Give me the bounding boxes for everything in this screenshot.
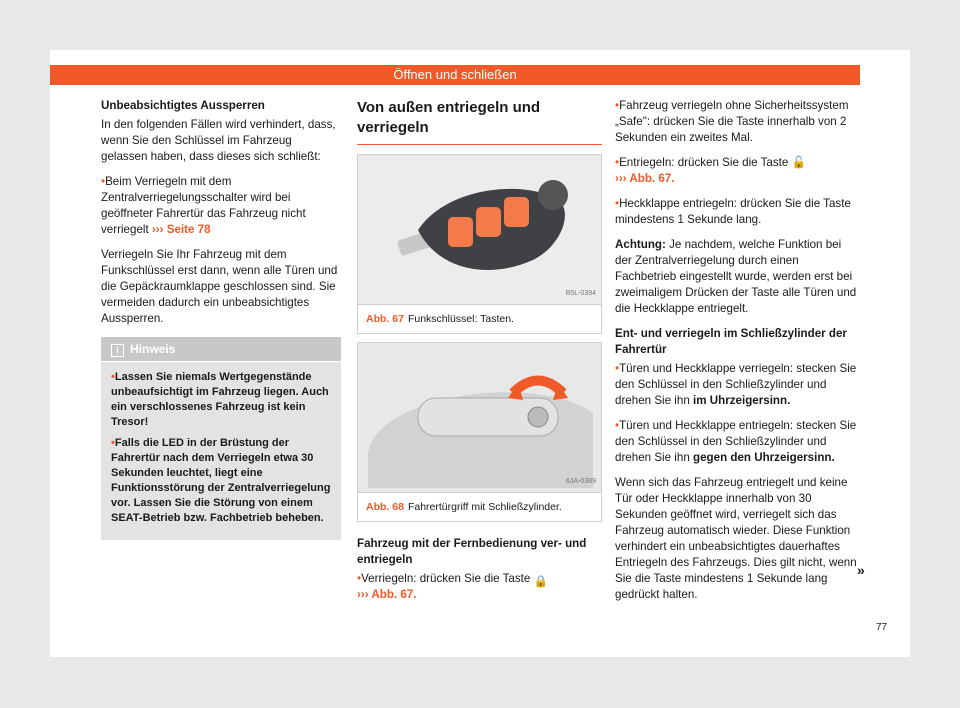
figure-ref-link[interactable]: ››› Abb. 67. bbox=[357, 588, 417, 601]
paragraph bbox=[615, 237, 860, 317]
bullet-text: Türen und Heckklappe verriegeln: stecken Sie den Schlüssel in den Schließzylinder und drehen Sie ihn bbox=[615, 362, 857, 407]
figure-label: Abb. 68 bbox=[366, 501, 404, 513]
figure-code: 6JA-0389 bbox=[566, 478, 596, 485]
column-middle bbox=[357, 98, 602, 612]
section-title: Von außen entriegeln und verriegeln bbox=[357, 98, 602, 145]
figure-code: B5L-0394 bbox=[565, 290, 596, 297]
bullet-text: Heckklappe entriegeln: drücken Sie die Taste mindestens 1 Sekunde lang. bbox=[615, 197, 851, 226]
note-text: Lassen Sie niemals Wertgegenstände unbeaufsichtigt im Fahrzeug liegen. Auch ein verschlossenes Fahrzeug ist kein Tresor! bbox=[111, 371, 329, 428]
paragraph: Wenn sich das Fahrzeug entriegelt und keine Tür oder Heckklappe innerhalb von 30 Sekunden geöffnet wird, verriegelt sich das Fahrzeug automatisch wieder. Diese Funktion verhindert ein unbeabsichtigtes dauerhaftes Entriegeln des Fahrzeugs. Dies gilt nicht, wenn Sie die Taste mindestens 1 Sekunde lang gedrückt halten. bbox=[615, 476, 857, 601]
column-right bbox=[615, 98, 860, 612]
bullet-item bbox=[101, 174, 341, 238]
figure-caption bbox=[358, 304, 601, 333]
column-left bbox=[101, 98, 341, 540]
figure-ref-link[interactable]: ››› Abb. 67. bbox=[615, 172, 675, 185]
bullet-item bbox=[615, 98, 860, 146]
bullet-item bbox=[615, 155, 860, 187]
bullet-item bbox=[357, 571, 602, 603]
attention-text: Je nachdem, welche Funktion bei der Zentralverriegelung durch einen Fachbetrieb eingestellt wurde, werden erst bei zweimaligem Drücken der Taste alle Türen und die Heckklappe entriegelt. bbox=[615, 238, 857, 315]
note-text: Falls die LED in der Brüstung der Fahrertür nach dem Verriegeln etwa 30 Sekunden leuchtet, liegt eine Funktionsstörung der Zentralverriegelung vor. Lassen Sie die Störung von einem SEAT-Betrieb bzw. Fachbetrieb beheben. bbox=[111, 437, 331, 524]
paragraph: Verriegeln Sie Ihr Fahrzeug mit dem Funkschlüssel erst dann, wenn alle Türen und die Gepäckraumklappe geschlossen sind. Sie vermeiden dadurch ein unbeabsichtigtes Aussperren. bbox=[101, 248, 338, 325]
figure-caption-text: Funkschlüssel: Tasten. bbox=[407, 313, 514, 325]
bold-text: im Uhrzeigersinn. bbox=[693, 394, 791, 407]
page-ref-link[interactable]: ››› Seite 78 bbox=[151, 223, 211, 236]
figure-caption-text: Fahrertürgriff mit Schließzylinder. bbox=[407, 501, 562, 513]
unlock-icon: 🔓 bbox=[791, 156, 807, 169]
note-body bbox=[101, 362, 341, 540]
note-box bbox=[101, 337, 341, 540]
page-number: 77 bbox=[876, 622, 888, 633]
bullet-item bbox=[615, 196, 860, 228]
subheading: Ent- und verriegeln im Schließzylinder der Fahrertür bbox=[615, 327, 847, 356]
info-icon: i bbox=[111, 344, 124, 357]
figure-handle bbox=[357, 342, 602, 522]
section-header: Öffnen und schließen bbox=[50, 65, 860, 85]
note-item bbox=[111, 370, 331, 430]
note-item bbox=[111, 436, 331, 526]
bullet-text: Türen und Heckklappe entriegeln: stecken Sie den Schlüssel in den Schließzylinder und drehen Sie ihn bbox=[615, 419, 857, 464]
bullet-text: Entriegeln: drücken Sie die Taste bbox=[619, 156, 789, 169]
figure-key bbox=[357, 154, 602, 334]
bold-text: gegen den Uhrzeigersinn. bbox=[693, 451, 835, 464]
figure-caption bbox=[358, 492, 601, 521]
attention-label: Achtung: bbox=[615, 238, 666, 251]
bullet-item bbox=[615, 418, 860, 466]
note-header bbox=[101, 337, 341, 362]
note-title: Hinweis bbox=[130, 342, 176, 356]
figure-label: Abb. 67 bbox=[366, 313, 404, 325]
lock-icon: 🔒 bbox=[533, 574, 549, 588]
bullet-text: Beim Verriegeln mit dem Zentralverriegelungsschalter wird bei geöffneter Fahrertür das Fahrzeug nicht verriegelt bbox=[101, 175, 306, 236]
bullet-text: Verriegeln: drücken Sie die Taste bbox=[361, 572, 531, 585]
continue-marker: » bbox=[857, 562, 865, 578]
bullet-text: Fahrzeug verriegeln ohne Sicherheitssystem „Safe": drücken Sie die Taste innerhalb von 2 Sekunden ein zweites Mal. bbox=[615, 99, 849, 144]
key-image bbox=[358, 155, 601, 304]
subheading: Fahrzeug mit der Fernbedienung ver- und entriegeln bbox=[357, 537, 587, 566]
door-handle-image bbox=[358, 343, 601, 492]
bullet-item bbox=[615, 361, 860, 409]
subheading: Unbeabsichtigtes Aussperren bbox=[101, 99, 265, 112]
paragraph: In den folgenden Fällen wird verhindert, dass, wenn Sie den Schlüssel im Fahrzeug gelassen haben, dass dieses sich schließt: bbox=[101, 118, 336, 163]
